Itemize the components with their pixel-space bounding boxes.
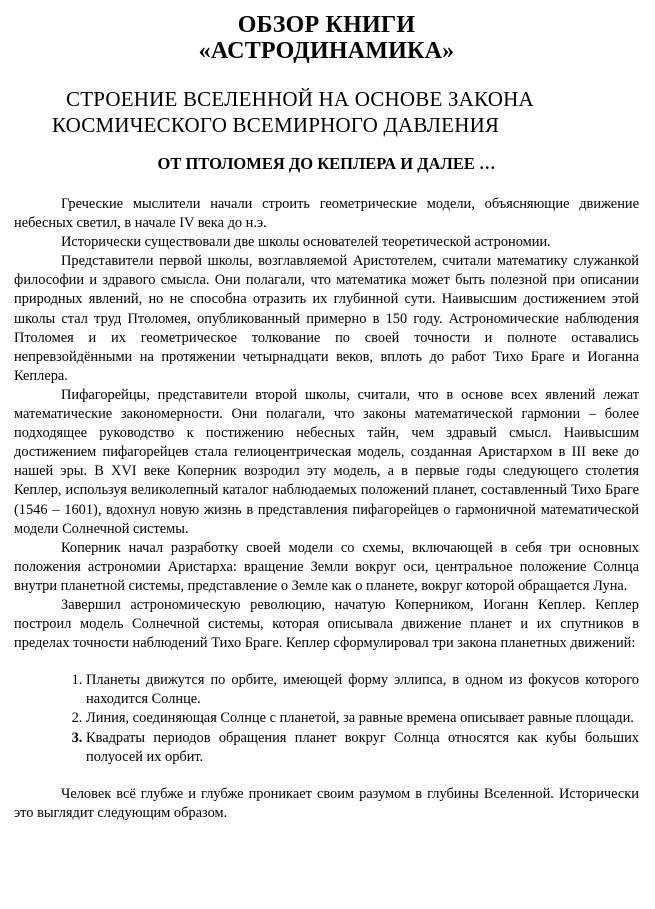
section-heading: ОТ ПТОЛОМЕЯ ДО КЕПЛЕРА И ДАЛЕЕ … <box>157 154 496 173</box>
document-subtitle <box>14 86 639 138</box>
document-page <box>0 12 655 909</box>
subtitle-line-1: СТРОЕНИЕ ВСЕЛЕННОЙ НА ОСНОВЕ ЗАКОНА <box>66 87 534 111</box>
subtitle-line-2: КОСМИЧЕСКОГО ВСЕМИРНОГО ДАВЛЕНИЯ <box>52 113 500 137</box>
list-item: 3. Квадраты периодов обращения планет вокруг Солнца относятся как кубы больших полуосей их орбит. <box>86 729 639 767</box>
kepler-laws-list <box>14 671 639 766</box>
paragraph: Коперник начал разработку своей модели со схемы, включающей в себя три основных положения астрономии Аристарха: вращение Земли вокруг оси, центральное положение Солнца внутри планетной системы, представление о Земле как о планете, вокруг которой обращается Луна. <box>14 539 639 594</box>
paragraph: Пифагорейцы, представители второй школы, считали, что в основе всех явлений лежат математические закономерности. Они полагали, что законы математической гармонии – более подходящее руководство к постижению небесных тайн, чем здравый смысл. Наивысшим достижением пифагорейцев стала гелиоцентрическая модель, созданная Аристархом в III веке до нашей эры. В XVI веке Коперник возродил эту модель, а в первые годы следующего столетия Кеплер, используя великолепный каталог наблюдаемых положений планет, составленный Тихо Браге (1546 – 1601), вдохнул новую жизнь в представления пифагорейцев о гармоничной математической модели Солнечной системы. <box>14 386 639 537</box>
title-line-1: ОБЗОР КНИГИ <box>237 12 416 38</box>
paragraph: Завершил астрономическую революцию, начатую Коперником, Иоганн Кеплер. Кеплер построил модель Солнечной системы, которая описывала движение планет и их спутников в пределах точности наблюдений Тихо Браге. Кеплер сформулировал три закона планетных движений: <box>14 596 639 652</box>
list-item: 2. Линия, соединяющая Солнце с планетой, за равные времена описывает равные площади. <box>86 709 639 728</box>
paragraph: Исторически существовали две школы основателей теоретической астрономии. <box>61 234 551 251</box>
closing-text <box>14 785 639 823</box>
paragraph: Человек всё глубже и глубже проникает своим разумом в глубины Вселенной. Исторически это выглядит следующим образом. <box>14 785 639 821</box>
body-text <box>14 195 639 653</box>
document-title <box>14 12 639 64</box>
list-item: 1. Планеты движутся по орбите, имеющей форму эллипса, в одном из фокусов которого находится Солнце. <box>86 671 639 709</box>
paragraph: Греческие мыслители начали строить геометрические модели, объясняющие движение небесных светил, в начале IV века до н.э. <box>14 196 639 232</box>
title-line-2: «АСТРОДИНАМИКА» <box>198 38 455 64</box>
paragraph: Представители первой школы, возглавляемой Аристотелем, считали математику служанкой философии и здравого смысла. Они полагали, что математика может быть полезной при описании природных явлений, но не способна отразить их глубинной сути. Наивысшим достижением этой школы стал труд Птоломея, опубликованный примерно в 150 году. Астрономические наблюдения Птоломея и их геометрическое толкование по своей точности и полноте оставались непревзойдёнными на протяжении четырнадцати веков, вплоть до работ Тихо Браге и Иоганна Кеплера. <box>14 253 639 384</box>
